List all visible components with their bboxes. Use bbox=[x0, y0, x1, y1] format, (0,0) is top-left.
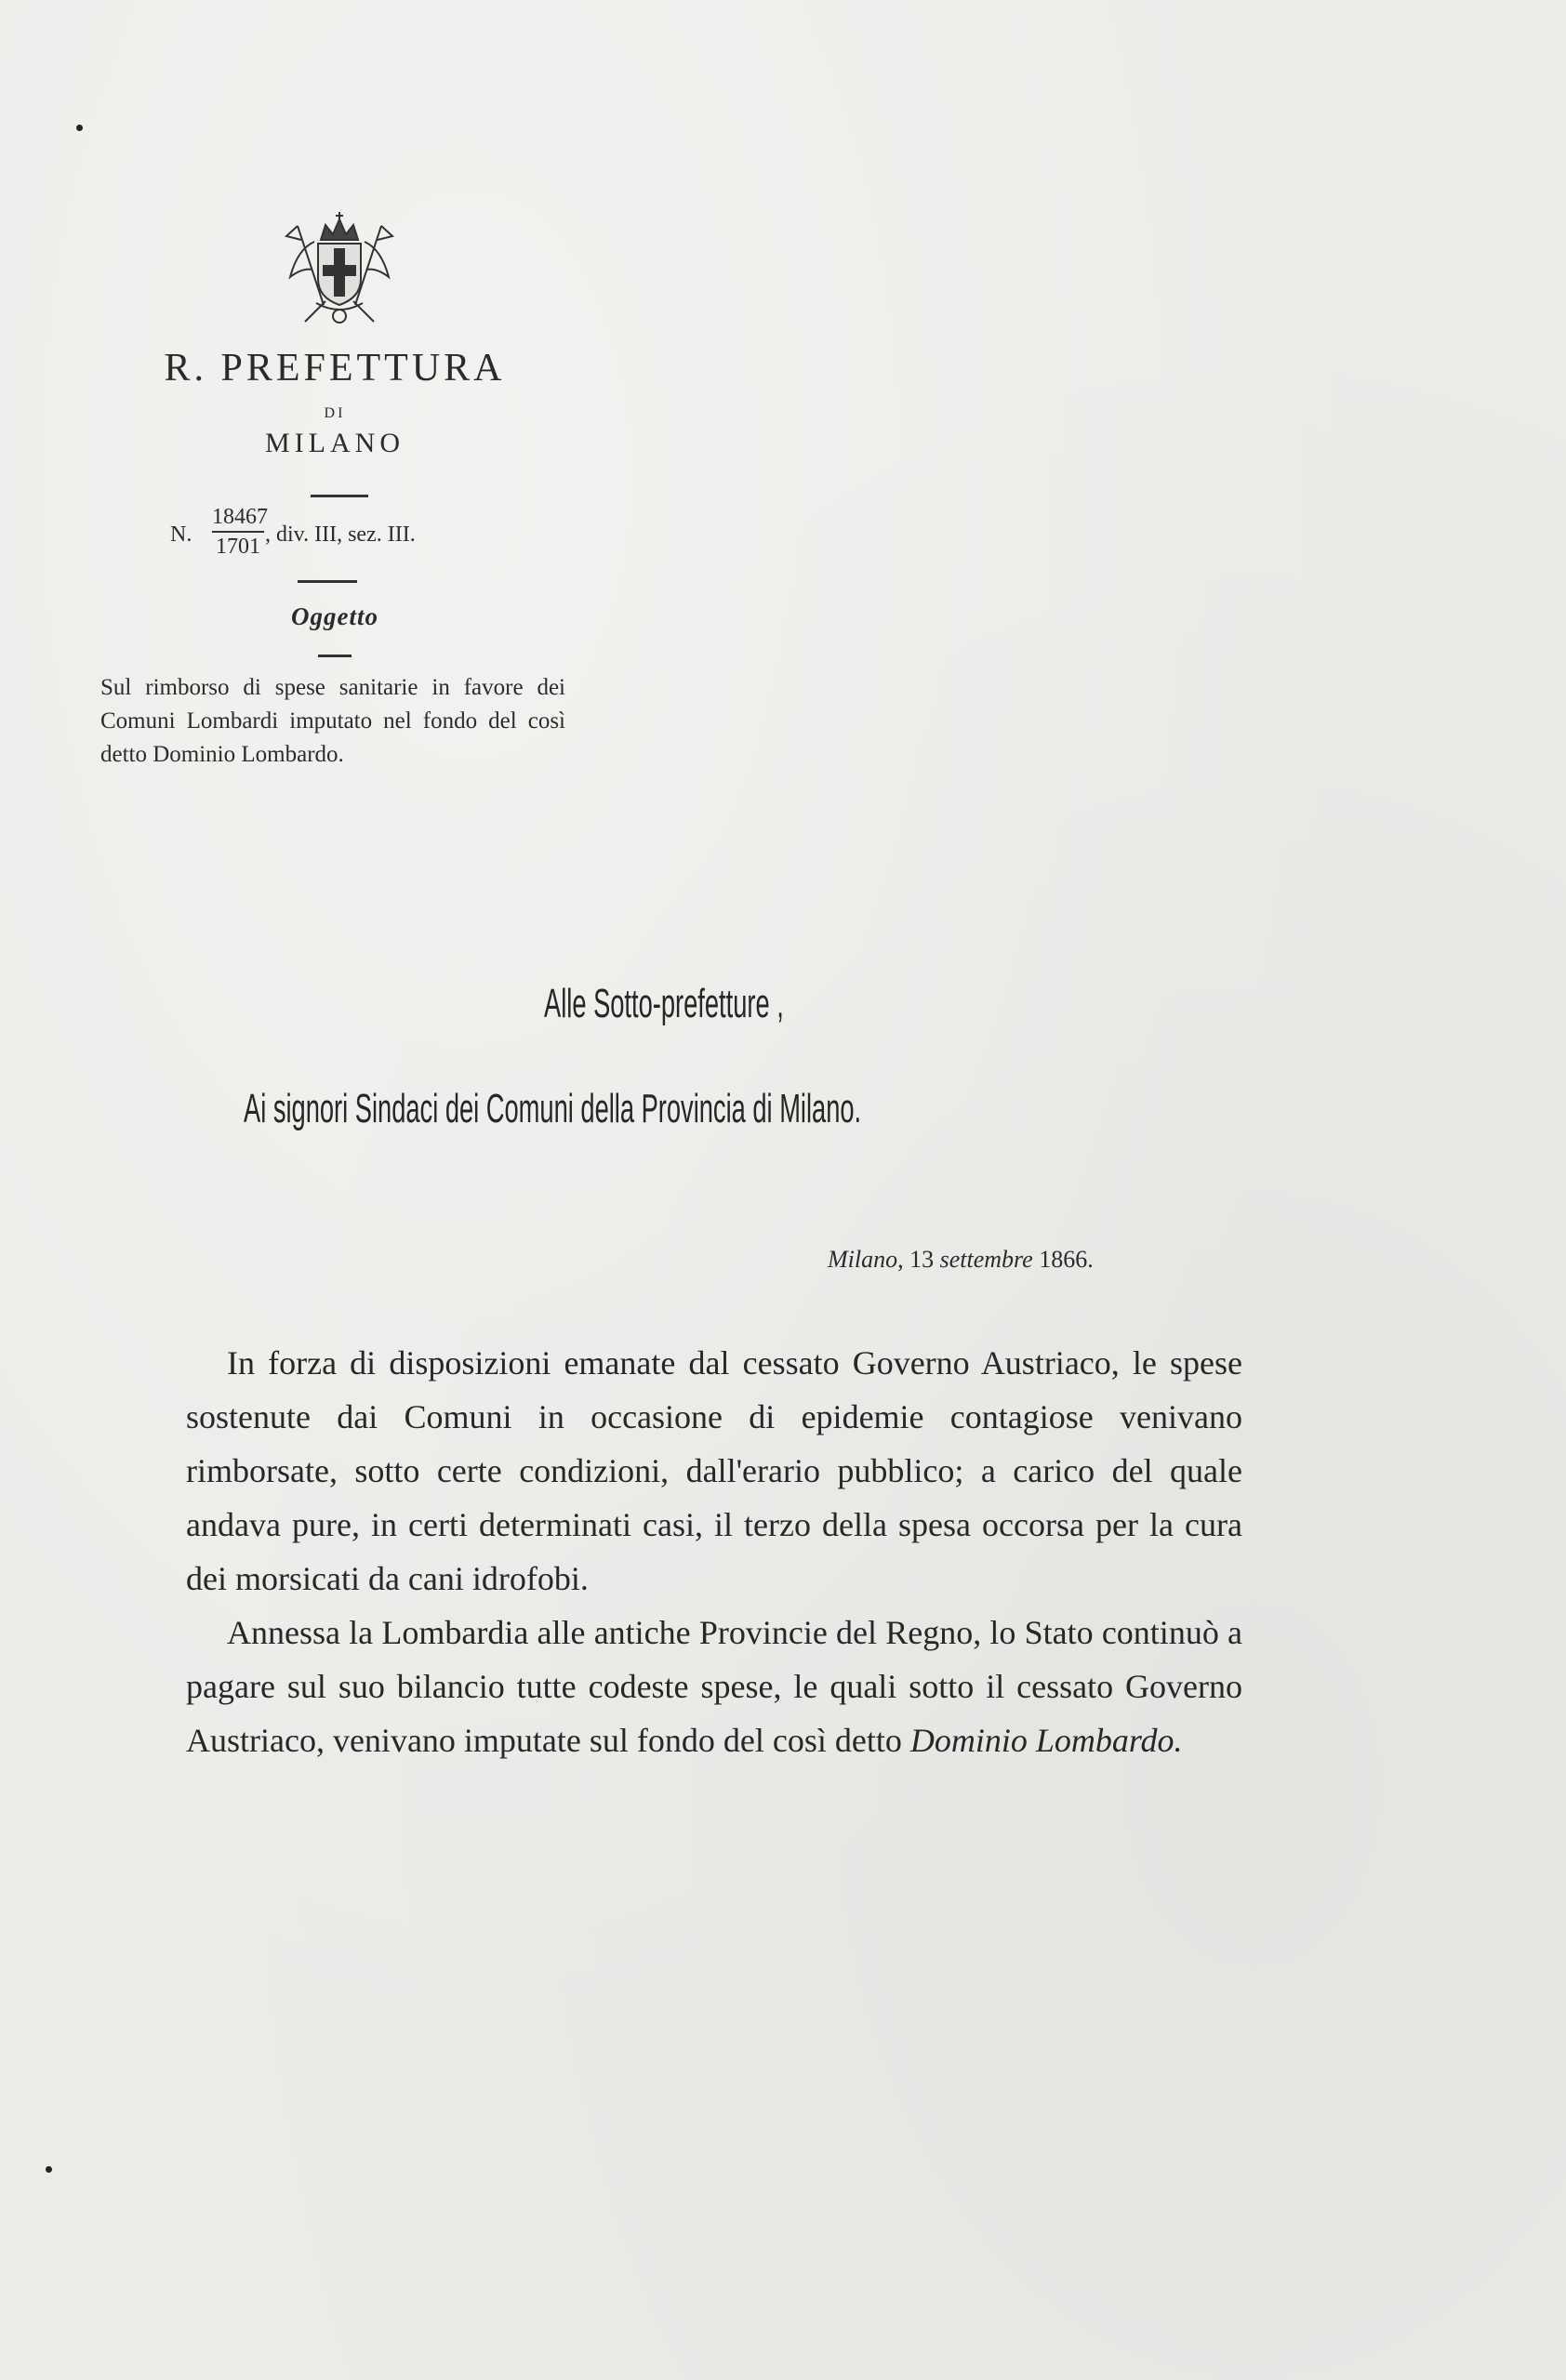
paragraph-italic-term: Dominio Lombardo. bbox=[909, 1722, 1183, 1759]
protocol-denominator: 1701 bbox=[216, 535, 260, 559]
fraction-bar bbox=[212, 531, 264, 533]
subject-text: Sul rimborso di spese sanitarie in favore dei Comuni Lombardi imputato nel fondo del così detto Dominio Lombardo. bbox=[100, 675, 565, 767]
date-place: Milano bbox=[828, 1246, 898, 1273]
paragraph-text: Annessa la Lombardia alle antiche Provincie del Regno, lo Stato continuò a pagare sul suo bilancio tutte codeste spese, le quali sotto il cessato Governo Austriaco, venivano imputate sul fondo del così detto bbox=[186, 1614, 1242, 1759]
date-month: settembre bbox=[939, 1246, 1033, 1273]
protocol-prefix: N. bbox=[170, 522, 192, 547]
divider-rule bbox=[311, 495, 368, 497]
paragraph bbox=[186, 1606, 1242, 1767]
subject-heading: Oggetto bbox=[291, 602, 378, 630]
office-city: MILANO bbox=[265, 428, 405, 458]
date-line bbox=[828, 1246, 1094, 1274]
addressee-mayors: Ai signori Sindaci dei Comuni della Provincia di Milano. bbox=[244, 1086, 862, 1131]
divider-rule bbox=[298, 580, 357, 583]
addressee-subprefectures: Alle Sotto-prefetture , bbox=[544, 981, 784, 1026]
office-di: DI bbox=[324, 405, 346, 421]
protocol-numerator: 18467 bbox=[212, 505, 268, 529]
ink-speck bbox=[76, 125, 83, 131]
date-day: , 13 bbox=[897, 1246, 935, 1273]
ink-speck bbox=[46, 2166, 52, 2173]
date-year: 1866. bbox=[1039, 1246, 1094, 1273]
protocol-number bbox=[170, 504, 542, 569]
protocol-division: , div. III, sez. III. bbox=[265, 522, 416, 547]
royal-crest-emblem bbox=[279, 212, 400, 328]
protocol-fraction bbox=[212, 504, 268, 560]
office-title: R. PREFETTURA bbox=[164, 347, 506, 390]
letter-body bbox=[186, 1336, 1242, 1767]
paragraph: In forza di disposizioni emanate dal cessato Governo Austriaco, le spese sostenute dai Comuni in occasione di epidemie contagiose venivano rimborsate, sotto certe condizioni, dall'erario pubblico; a carico del quale andava pure, in certi determinati casi, il terzo della spesa occorsa per la cura dei morsicati da cani idrofobi. bbox=[186, 1344, 1242, 1597]
divider-rule bbox=[318, 654, 352, 657]
